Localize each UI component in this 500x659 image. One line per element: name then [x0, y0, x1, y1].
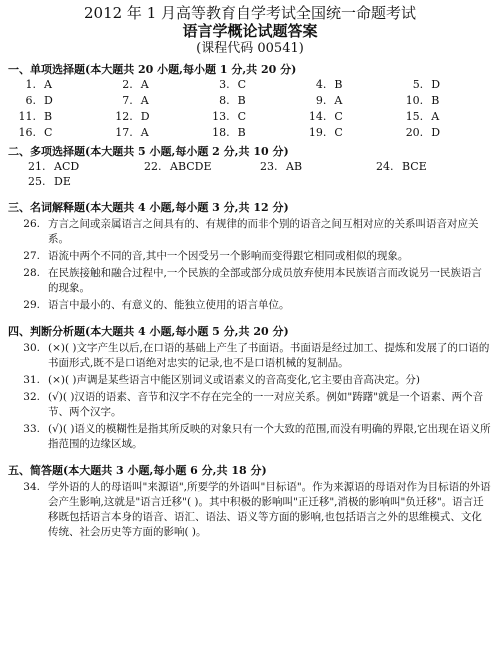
- answer-value: D: [431, 78, 441, 91]
- empty-cell: [260, 174, 376, 189]
- answer-value: D: [44, 94, 53, 107]
- answer-cell: [298, 109, 395, 125]
- question-number: 3.: [219, 78, 230, 91]
- question-number: 6.: [25, 94, 36, 107]
- question-number: 19.: [308, 126, 327, 139]
- question-number: 14.: [308, 110, 327, 123]
- answer-value: A: [140, 94, 149, 107]
- judgment-analysis-answers: [8, 341, 492, 452]
- question-number: 25.: [28, 175, 46, 188]
- term-explanation-answers: [8, 217, 492, 313]
- answer-cell: [105, 77, 202, 93]
- answer-item: [8, 422, 492, 452]
- section-title-short-answer: 五、简答题(本大题共 3 小题,每小题 6 分,共 18 分): [8, 464, 267, 477]
- answer-value: C: [237, 78, 247, 91]
- answer-value: B: [431, 94, 440, 107]
- question-number: 18.: [212, 126, 230, 139]
- single-choice-answers: [8, 77, 492, 141]
- answer-text: 学外语的人的母语叫"来源语",所要学的外语叫"目标语"。作为来源语的母语对作为目标语的外语会产生影响,这就是"语言迁移"( )。其中积极的影响叫"正迁移",消极的影响叫"负迁移"。语言迁移既包括语言本身的语音、语汇、语法、语义等方面的影响,也包括语言之外的思维模式、文化传统、社会历史等方面的影响( )。: [48, 481, 491, 538]
- answer-text: 方言之间或亲属语言之间具有的、有规律的而非个别的语音之间互相对应的关系叫语音对应关系。: [48, 218, 479, 245]
- answer-cell: [105, 93, 202, 109]
- empty-cell: [144, 174, 260, 189]
- answer-cell: [8, 109, 105, 125]
- question-number: 2.: [122, 78, 133, 91]
- question-number: 7.: [122, 94, 133, 107]
- answer-cell: [105, 109, 202, 125]
- answer-cell: [395, 109, 492, 125]
- answer-value: ACD: [54, 160, 80, 173]
- answer-cell: [298, 77, 395, 93]
- answer-value: ABCDE: [170, 160, 212, 173]
- answer-row: [8, 159, 492, 174]
- question-number: 21.: [28, 160, 46, 173]
- section-title-single-choice: 一、单项选择题(本大题共 20 小题,每小题 1 分,共 20 分): [8, 63, 297, 76]
- question-number: 33.: [23, 423, 40, 435]
- answer-text: (√)( )汉语的语素、音节和汉字不存在完全的一一对应关系。例如"踌躇"就是一个语素、两个音节、两个汉字。: [48, 391, 484, 418]
- answer-value: A: [431, 110, 440, 123]
- answer-value: A: [140, 78, 149, 91]
- answer-value: C: [237, 110, 247, 123]
- question-number: 9.: [315, 94, 327, 107]
- empty-cell: [376, 174, 492, 189]
- answer-row: [8, 174, 492, 189]
- course-code: (课程代码 00541): [196, 41, 304, 56]
- question-number: 16.: [18, 126, 36, 139]
- question-number: 27.: [23, 250, 40, 262]
- answer-cell: [144, 159, 260, 174]
- answer-cell: [298, 125, 395, 141]
- answer-text: (×)( )文字产生以后,在口语的基础上产生了书面语。书面语是经过加工、提炼和发展了的口语的书面形式,既不是口语绝对忠实的记录,也不是口语机械的复制品。: [48, 342, 490, 369]
- answer-cell: [8, 125, 105, 141]
- answer-item: [8, 390, 492, 420]
- question-number: 26.: [23, 218, 40, 230]
- answer-value: C: [334, 126, 343, 139]
- answer-value: B: [334, 78, 343, 91]
- question-number: 24.: [376, 160, 394, 173]
- question-number: 20.: [405, 126, 424, 139]
- answer-item: [8, 341, 492, 371]
- answer-value: BCE: [402, 160, 427, 173]
- answer-cell: [395, 77, 492, 93]
- answer-cell: [202, 77, 299, 93]
- answer-cell: [28, 159, 144, 174]
- answer-cell: [395, 93, 492, 109]
- answer-item: [8, 266, 492, 296]
- multiple-choice-answers: [8, 159, 492, 189]
- answer-text: 语言中最小的、有意义的、能独立使用的语言单位。: [48, 299, 290, 311]
- answer-text: (×)( )声调是某些语言中能区别词义或语素义的音高变化,它主要由音高决定。分): [48, 374, 420, 386]
- answer-row: [8, 93, 492, 109]
- answer-cell: [202, 93, 299, 109]
- question-number: 23.: [260, 160, 278, 173]
- question-number: 10.: [405, 94, 424, 107]
- paper-title: 语言学概论试题答案: [182, 22, 318, 40]
- question-number: 5.: [412, 78, 424, 91]
- exam-title: 2012 年 1 月高等教育自学考试全国统一命题考试: [83, 4, 417, 22]
- answer-row: [8, 125, 492, 141]
- answer-text: (√)( )语义的模糊性是指其所反映的对象只有一个大致的范围,而没有明确的界限,它出现在语义所指范围的边缘区域。: [48, 423, 491, 450]
- answer-value: B: [237, 126, 246, 139]
- section-title-judgment-analysis: 四、判断分析题(本大题共 4 小题,每小题 5 分,共 20 分): [8, 325, 289, 338]
- answer-item: [8, 373, 492, 388]
- answer-cell: [376, 159, 492, 174]
- answer-cell: [260, 159, 376, 174]
- answer-row: [8, 77, 492, 93]
- question-number: 12.: [115, 110, 133, 123]
- question-number: 15.: [405, 110, 424, 123]
- answer-cell: [8, 93, 105, 109]
- question-number: 30.: [23, 342, 40, 354]
- question-number: 28.: [23, 267, 40, 279]
- answer-cell: [202, 109, 299, 125]
- question-number: 13.: [212, 110, 230, 123]
- question-number: 34.: [23, 481, 40, 493]
- answer-text: 语流中两个不同的音,其中一个因受另一个影响而变得跟它相同或相似的现象。: [48, 250, 409, 262]
- answer-value: B: [44, 110, 53, 123]
- answer-value: A: [44, 78, 52, 91]
- answer-cell: [202, 125, 299, 141]
- answer-cell: [395, 125, 492, 141]
- question-number: 29.: [23, 299, 40, 311]
- answer-value: B: [237, 94, 246, 107]
- answer-value: AB: [286, 160, 303, 173]
- answer-item: [8, 217, 492, 247]
- answer-cell: [28, 174, 144, 189]
- answer-item: [8, 480, 492, 540]
- answer-value: C: [44, 126, 53, 139]
- answer-value: A: [140, 126, 149, 139]
- question-number: 32.: [23, 391, 40, 403]
- question-number: 22.: [144, 160, 162, 173]
- answer-item: [8, 298, 492, 313]
- answer-cell: [8, 77, 105, 93]
- question-number: 11.: [18, 110, 36, 123]
- question-number: 4.: [315, 78, 327, 91]
- answer-value: D: [140, 110, 150, 123]
- section-title-term-explanation: 三、名词解释题(本大题共 4 小题,每小题 3 分,共 12 分): [8, 201, 289, 214]
- question-number: 31.: [23, 374, 40, 386]
- short-answer-answers: [8, 480, 492, 540]
- answer-item: [8, 249, 492, 264]
- section-title-multiple-choice: 二、多项选择题(本大题共 5 小题,每小题 2 分,共 10 分): [8, 145, 289, 158]
- answer-value: A: [334, 94, 343, 107]
- answer-value: C: [334, 110, 343, 123]
- question-number: 17.: [115, 126, 133, 139]
- answer-cell: [298, 93, 395, 109]
- question-number: 8.: [219, 94, 230, 107]
- answer-value: D: [431, 126, 441, 139]
- question-number: 1.: [25, 78, 36, 91]
- answer-value: DE: [54, 175, 71, 188]
- answer-row: [8, 109, 492, 125]
- answer-text: 在民族接触和融合过程中,一个民族的全部或部分成员放弃使用本民族语言而改说另一民族语言的现象。: [48, 267, 482, 294]
- answer-cell: [105, 125, 202, 141]
